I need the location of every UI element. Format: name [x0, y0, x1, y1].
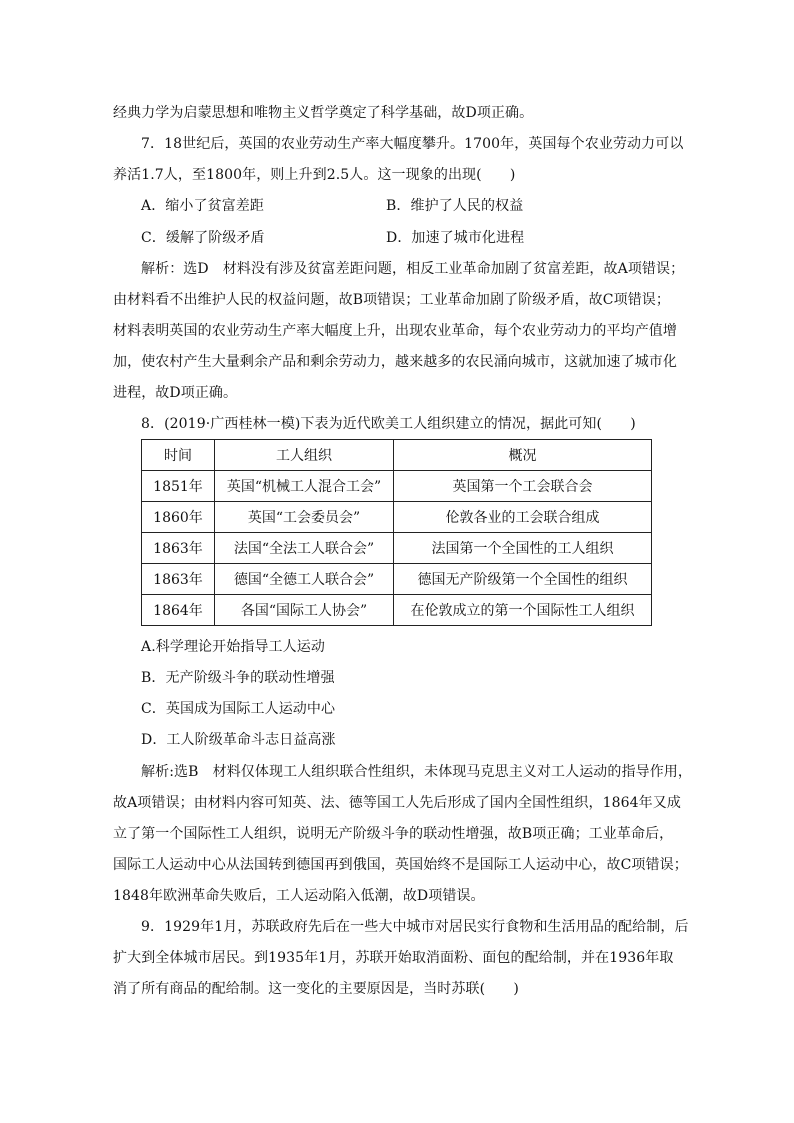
- table-cell: 各国“国际工人协会”: [215, 595, 394, 626]
- table-cell: 英国第一个工会联合会: [394, 471, 652, 502]
- table-cell: 1863年: [142, 533, 215, 564]
- q8-analysis-line: 国际工人运动中心从法国转到德国再到俄国，英国始终不是国际工人运动中心，故C项错误；: [113, 857, 688, 873]
- worker-organizations-table: [141, 439, 652, 626]
- table-cell: 1863年: [142, 564, 215, 595]
- table-cell: 1864年: [142, 595, 215, 626]
- q7-option-a: A．缩小了贫富差距: [141, 198, 265, 214]
- table-cell: 1851年: [142, 471, 215, 502]
- q7-option-d: D．加速了城市化进程: [386, 230, 525, 246]
- table-row: [142, 564, 652, 595]
- q9-stem-line: 消了所有商品的配给制。这一变化的主要原因是，当时苏联( ): [113, 981, 519, 997]
- table-header-cell: 概况: [394, 440, 652, 471]
- q7-analysis-line: 加，使农村产生大量剩余产品和剩余劳动力，越来越多的农民涌向城市，这就加速了城市化: [113, 354, 677, 370]
- table-row: [142, 533, 652, 564]
- q7-stem-line-2: 养活1.7人，至1800年，则上升到2.5人。这一现象的出现( ): [113, 167, 516, 183]
- q7-stem-line-1: 7．18世纪后，英国的农业劳动生产率大幅度攀升。1700年，英国每个农业劳动力可以: [141, 136, 684, 152]
- table-row: [142, 502, 652, 533]
- table-cell: 法国“全法工人联合会”: [215, 533, 394, 564]
- q8-option-b: B．无产阶级斗争的联动性增强: [141, 670, 335, 686]
- q8-analysis-line: 故A项错误；由材料内容可知英、法、德等国工人先后形成了国内全国性组织，1864年又成: [113, 795, 681, 811]
- table-cell: 德国无产阶级第一个全国性的组织: [394, 564, 652, 595]
- q7-option-b: B．维护了人民的权益: [386, 198, 524, 214]
- q7-analysis-line: 进程，故D项正确。: [113, 385, 238, 401]
- table-header-row: [142, 440, 652, 471]
- table-cell: 英国“工会委员会”: [215, 502, 394, 533]
- table-row: [142, 471, 652, 502]
- q8-option-a: A.科学理论开始指导工人运动: [141, 639, 325, 655]
- table-cell: 在伦敦成立的第一个国际性工人组织: [394, 595, 652, 626]
- q7-analysis-line: 解析：选D 材料没有涉及贫富差距问题，相反工业革命加剧了贫富差距，故A项错误；: [141, 261, 685, 277]
- table-cell: 1860年: [142, 502, 215, 533]
- q7-option-c: C．缓解了阶级矛盾: [141, 230, 265, 246]
- q9-stem-line: 扩大到全体城市居民。到1935年1月，苏联开始取消面粉、面包的配给制，并在1936年取: [113, 950, 674, 966]
- q8-analysis-line: 解析:选B 材料仅体现工人组织联合性组织，未体现马克思主义对工人运动的指导作用，: [141, 764, 693, 780]
- table-header-cell: 时间: [142, 440, 215, 471]
- q8-analysis-line: 1848年欧洲革命失败后，工人运动陷入低潮，故D项错误。: [113, 888, 485, 904]
- q7-analysis-line: 材料表明英国的农业劳动生产率大幅度上升，出现农业革命，每个农业劳动力的平均产值增: [113, 323, 677, 339]
- table-cell: 伦敦各业的工会联合组成: [394, 502, 652, 533]
- q8-option-d: D．工人阶级革命斗志日益高涨: [141, 732, 336, 748]
- table-row: [142, 595, 652, 626]
- q9-stem-line: 9．1929年1月，苏联政府先后在一些大中城市对居民实行食物和生活用品的配给制，后: [141, 919, 689, 935]
- q8-option-c: C．英国成为国际工人运动中心: [141, 701, 336, 717]
- table-cell: 英国“机械工人混合工会”: [215, 471, 394, 502]
- q7-analysis-line: 由材料看不出维护人民的权益问题，故B项错误；工业革命加剧了阶级矛盾，故C项错误；: [113, 292, 670, 308]
- table-cell: 法国第一个全国性的工人组织: [394, 533, 652, 564]
- q8-analysis-line: 立了第一个国际性工人组织，说明无产阶级斗争的联动性增强，故B项正确；工业革命后，: [113, 826, 674, 842]
- table-cell: 德国“全德工人联合会”: [215, 564, 394, 595]
- intro-line: 经典力学为启蒙思想和唯物主义哲学奠定了科学基础，故D项正确。: [113, 105, 534, 121]
- q8-stem: 8．(2019·广西桂林一模)下表为近代欧美工人组织建立的情况，据此可知( ): [141, 416, 636, 432]
- table-header-cell: 工人组织: [215, 440, 394, 471]
